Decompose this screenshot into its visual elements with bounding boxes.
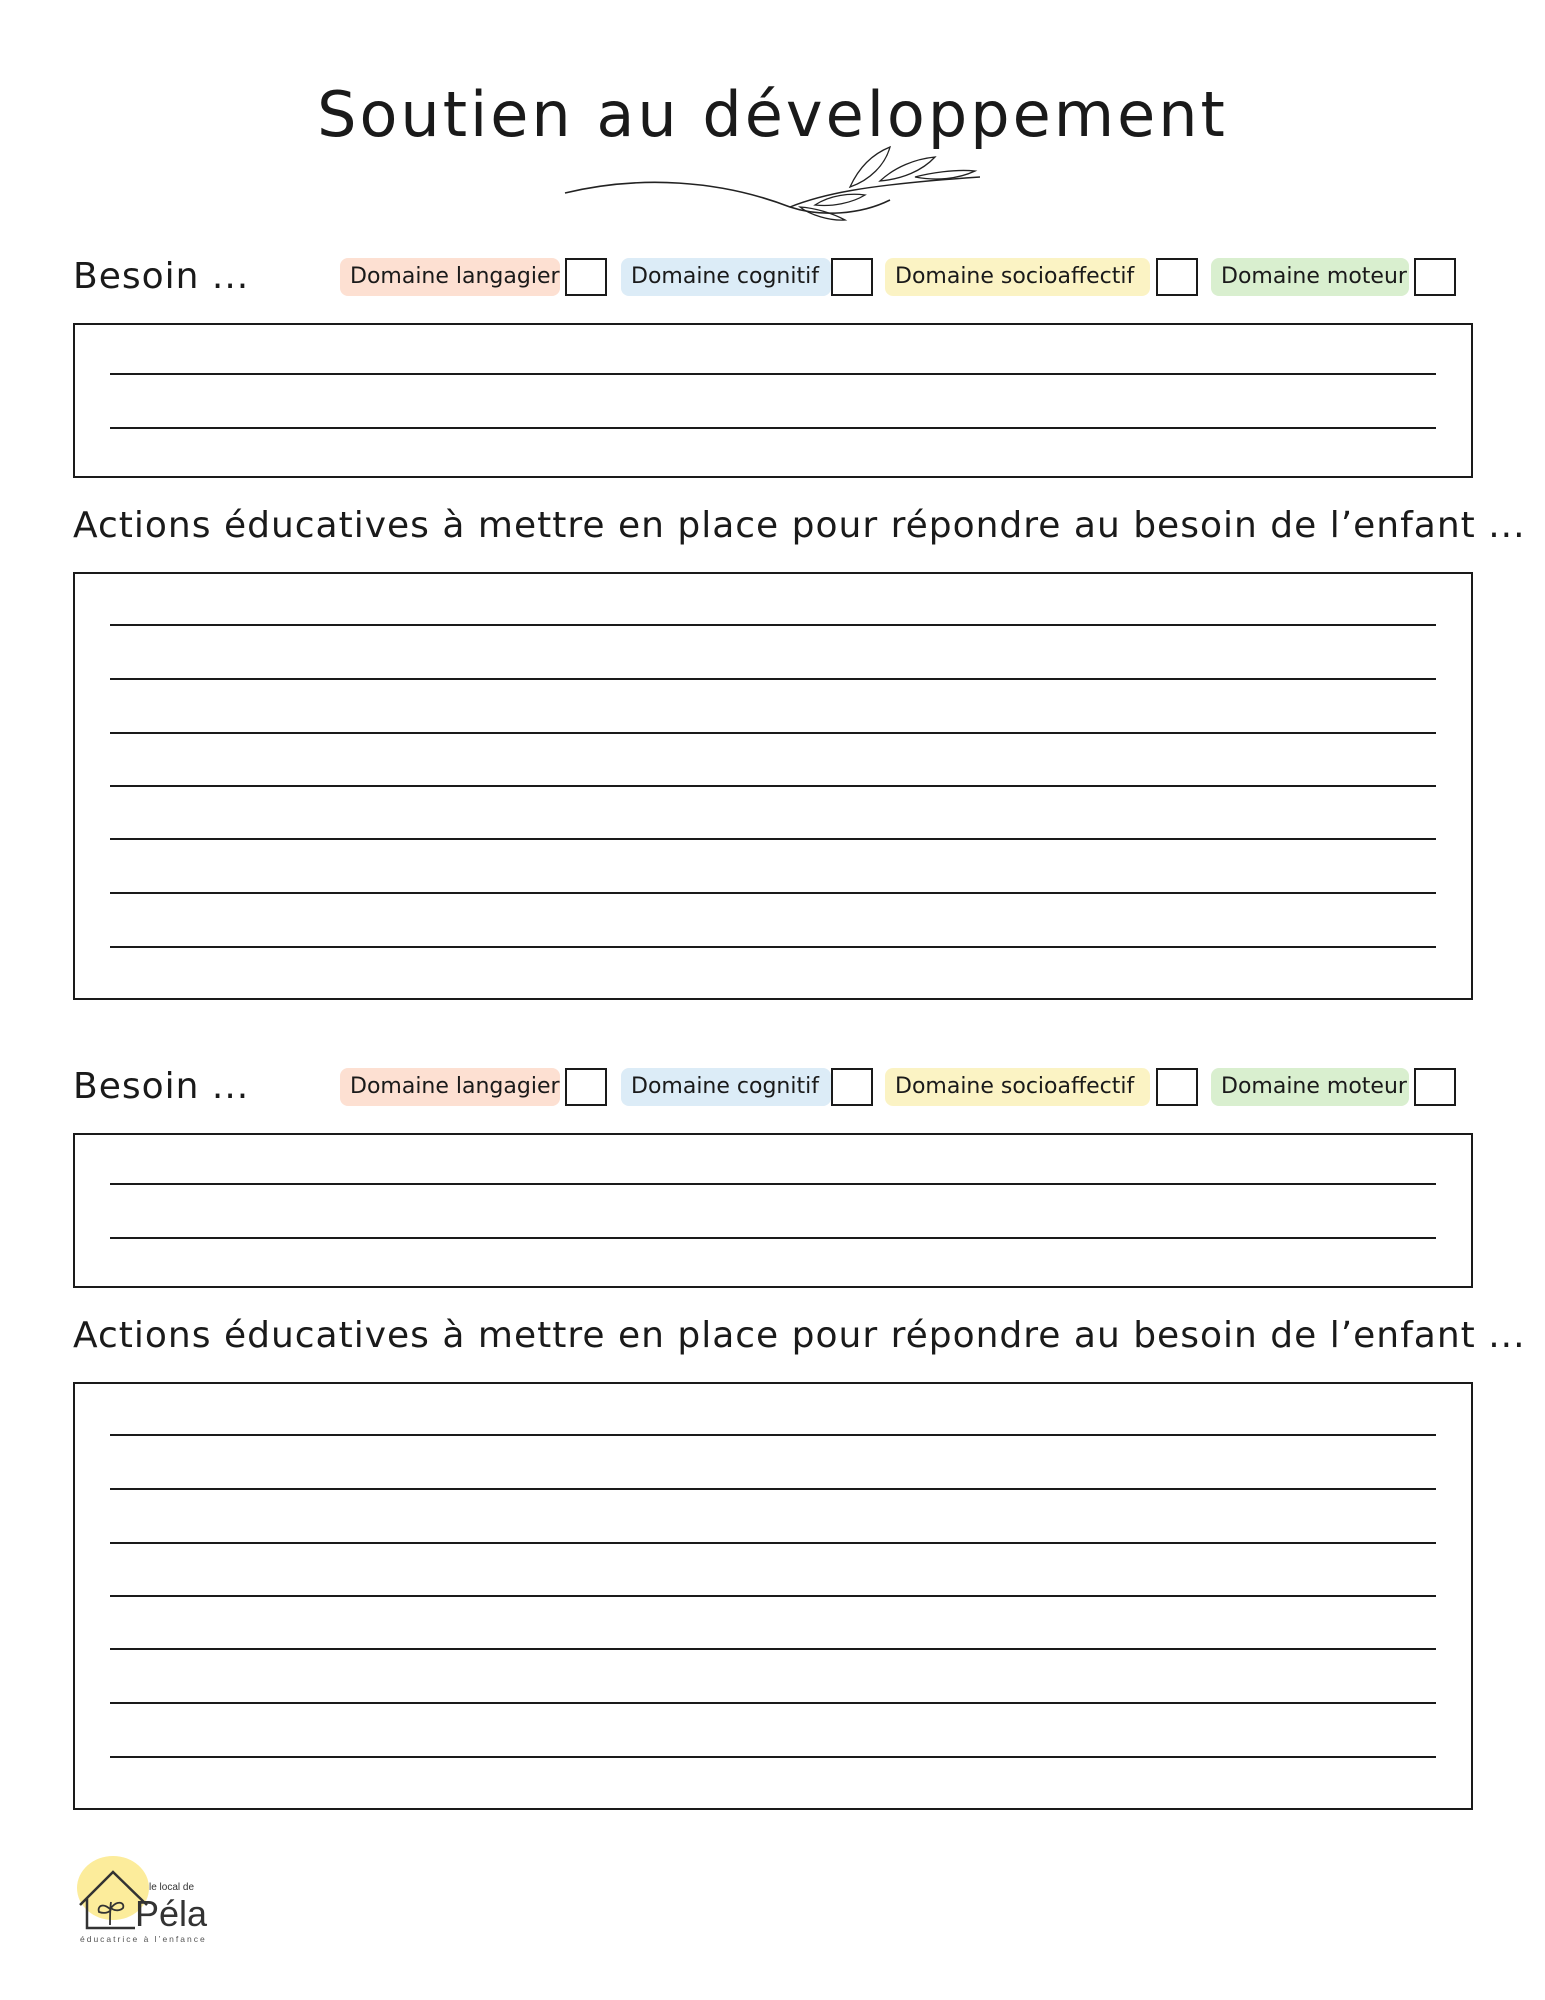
need-write-box[interactable] — [73, 1133, 1473, 1288]
need-label: Besoin ... — [73, 256, 250, 297]
domain-cognitive-checkbox[interactable] — [831, 258, 873, 296]
domain-language-tag: Domaine langagier — [340, 1068, 560, 1106]
domain-language-tag: Domaine langagier — [340, 258, 560, 296]
page-title: Soutien au développement — [317, 78, 1228, 151]
pela-logo — [75, 1850, 255, 1950]
writing-line — [110, 1648, 1436, 1650]
domain-socioaffective-tag: Domaine socioaffectif — [885, 258, 1150, 296]
writing-line — [110, 678, 1436, 680]
writing-line — [110, 838, 1436, 840]
actions-write-box[interactable] — [73, 1382, 1473, 1810]
writing-line — [110, 1488, 1436, 1490]
domain-language-checkbox[interactable] — [565, 1068, 607, 1106]
need-section-1 — [73, 250, 1526, 546]
leaf-branch-decoration — [560, 145, 980, 225]
writing-line — [110, 1237, 1436, 1239]
writing-line — [110, 427, 1436, 429]
writing-line — [110, 373, 1436, 375]
writing-line — [110, 946, 1436, 948]
domain-motor-checkbox[interactable] — [1414, 258, 1456, 296]
domain-socioaffective-tag: Domaine socioaffectif — [885, 1068, 1150, 1106]
domain-language-checkbox[interactable] — [565, 258, 607, 296]
domain-socioaffective-checkbox[interactable] — [1156, 1068, 1198, 1106]
domain-cognitive-tag: Domaine cognitif — [621, 258, 831, 296]
domain-socioaffective-checkbox[interactable] — [1156, 258, 1198, 296]
writing-line — [110, 1542, 1436, 1544]
need-label-row — [73, 1060, 1473, 1120]
need-label: Besoin ... — [73, 1066, 250, 1107]
actions-label: Actions éducatives à mettre en place pour répondre au besoin de l’enfant ... — [73, 505, 1526, 546]
logo-name: Péla — [135, 1893, 208, 1934]
writing-line — [110, 1702, 1436, 1704]
writing-line — [110, 1756, 1436, 1758]
domain-motor-checkbox[interactable] — [1414, 1068, 1456, 1106]
writing-line — [110, 1434, 1436, 1436]
need-write-box[interactable] — [73, 323, 1473, 478]
need-label-row — [73, 250, 1473, 310]
logo-tagline: éducatrice à l’enfance — [80, 1934, 207, 1944]
writing-line — [110, 624, 1436, 626]
domain-motor-tag: Domaine moteur — [1211, 1068, 1409, 1106]
writing-line — [110, 1183, 1436, 1185]
domain-motor-tag: Domaine moteur — [1211, 258, 1409, 296]
logo-top-text: le local de — [149, 1882, 195, 1893]
writing-line — [110, 892, 1436, 894]
writing-line — [110, 1595, 1436, 1597]
domain-cognitive-tag: Domaine cognitif — [621, 1068, 831, 1106]
actions-write-box[interactable] — [73, 572, 1473, 1000]
domain-cognitive-checkbox[interactable] — [831, 1068, 873, 1106]
writing-line — [110, 785, 1436, 787]
actions-label: Actions éducatives à mettre en place pour répondre au besoin de l’enfant ... — [73, 1315, 1526, 1356]
writing-line — [110, 732, 1436, 734]
need-section-2 — [73, 1060, 1526, 1356]
